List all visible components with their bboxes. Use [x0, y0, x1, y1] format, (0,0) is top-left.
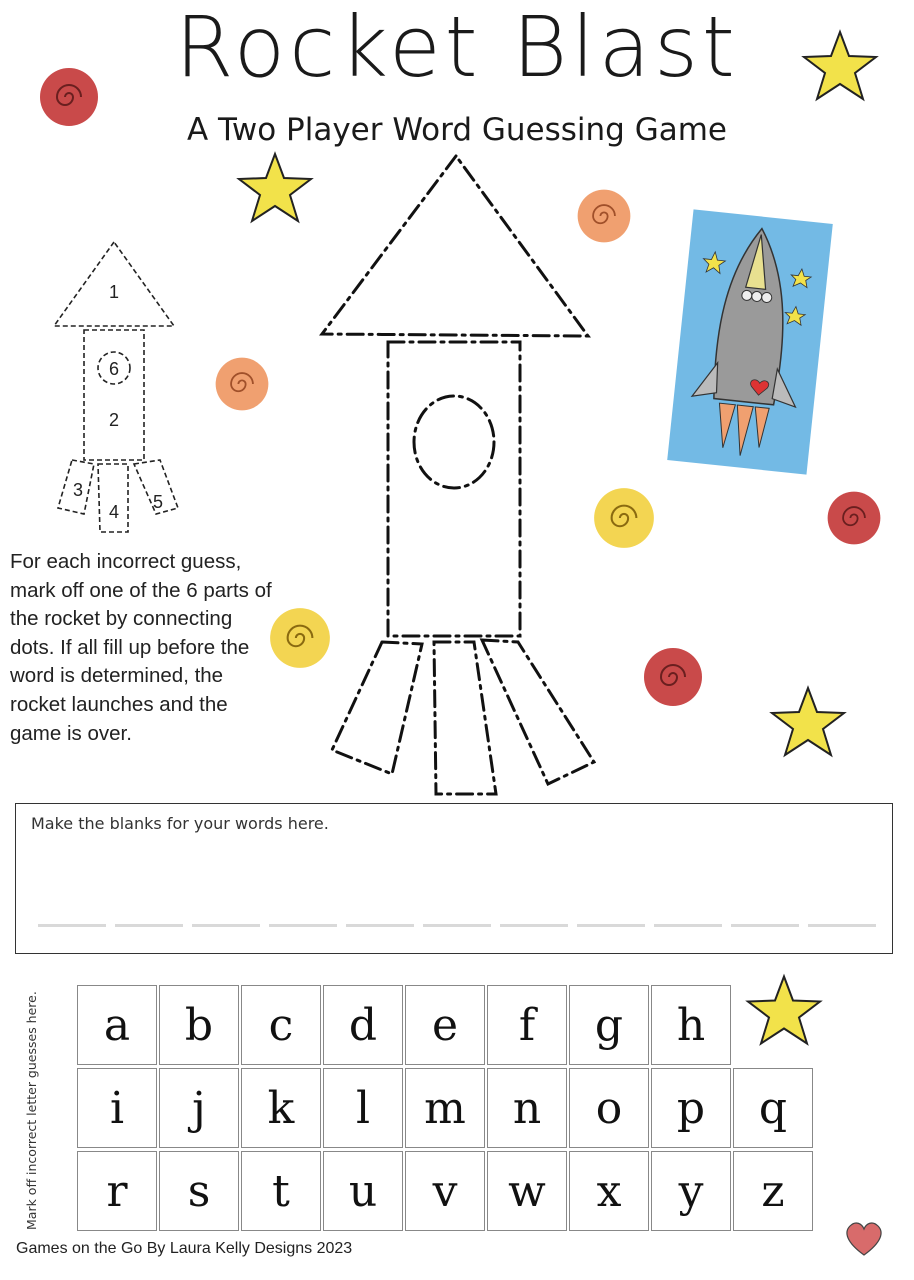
letter-cell-w[interactable]: w — [487, 1151, 567, 1231]
letter-cell-o[interactable]: o — [569, 1068, 649, 1148]
blank-line — [269, 924, 337, 927]
blank-line — [500, 924, 568, 927]
letter-cell-z[interactable]: z — [733, 1151, 813, 1231]
star-icon — [768, 684, 848, 759]
red-swirl-icon — [824, 488, 884, 548]
blank-line — [192, 924, 260, 927]
blank-line — [423, 924, 491, 927]
letter-cell-e[interactable]: e — [405, 985, 485, 1065]
rocket-part-label: 3 — [72, 480, 84, 500]
letter-cell-a[interactable]: a — [77, 985, 157, 1065]
star-icon — [744, 970, 824, 1050]
word-blanks-area[interactable] — [15, 803, 893, 954]
letter-cell-c[interactable]: c — [241, 985, 321, 1065]
letter-cell-l[interactable]: l — [323, 1068, 403, 1148]
blank-line — [654, 924, 722, 927]
star-icon — [235, 150, 315, 225]
yellow-swirl-icon — [590, 484, 658, 552]
small-rocket-diagram — [48, 238, 184, 538]
instructions-text: For each incorrect guess, mark off one of the 6 parts of the rocket by connecting dots. If all fill up before the word is determined, the rocket launches and the game is over. — [10, 550, 272, 745]
letter-cell-r[interactable]: r — [77, 1151, 157, 1231]
big-rocket-outline — [316, 150, 596, 800]
letter-cell-s[interactable]: s — [159, 1151, 239, 1231]
letter-cell-g[interactable]: g — [569, 985, 649, 1065]
blank-line — [808, 924, 876, 927]
rocket-part-label: 1 — [108, 282, 120, 302]
rocket-part-label: 5 — [152, 492, 164, 512]
red-swirl-icon — [640, 644, 706, 710]
page-title: Rocket Blast — [175, 0, 739, 96]
letter-cell-k[interactable]: k — [241, 1068, 321, 1148]
rocket-part-label: 2 — [108, 410, 120, 430]
letter-cell-t[interactable]: t — [241, 1151, 321, 1231]
blank-line — [38, 924, 106, 927]
blanks-label: Make the blanks for your words here. — [31, 814, 329, 833]
star-icon — [800, 28, 880, 103]
letter-cell-b[interactable]: b — [159, 985, 239, 1065]
heart-icon — [842, 1218, 886, 1258]
letter-cell-h[interactable]: h — [651, 985, 731, 1065]
page-subtitle: A Two Player Word Guessing Game — [186, 112, 728, 148]
red-swirl-icon — [36, 64, 102, 130]
blank-line — [115, 924, 183, 927]
letter-cell-u[interactable]: u — [323, 1151, 403, 1231]
letter-cell-d[interactable]: d — [323, 985, 403, 1065]
letter-cell-m[interactable]: m — [405, 1068, 485, 1148]
letter-cell-j[interactable]: j — [159, 1068, 239, 1148]
letter-cell-v[interactable]: v — [405, 1151, 485, 1231]
guesses-label: Mark off incorrect letter guesses here. — [24, 991, 39, 1230]
letter-cell-f[interactable]: f — [487, 985, 567, 1065]
letter-cell-n[interactable]: n — [487, 1068, 567, 1148]
blank-line — [577, 924, 645, 927]
blank-line — [731, 924, 799, 927]
letter-cell-q[interactable]: q — [733, 1068, 813, 1148]
letter-cell-p[interactable]: p — [651, 1068, 731, 1148]
blank-line — [346, 924, 414, 927]
letter-cell-x[interactable]: x — [569, 1151, 649, 1231]
orange-swirl-icon — [212, 354, 272, 414]
footer-credit: Games on the Go By Laura Kelly Designs 2023 — [16, 1240, 353, 1257]
letter-cell-i[interactable]: i — [77, 1068, 157, 1148]
rocket-illustration — [664, 206, 836, 478]
rocket-part-label: 4 — [108, 502, 120, 522]
letter-cell-y[interactable]: y — [651, 1151, 731, 1231]
rocket-part-label: 6 — [108, 359, 120, 379]
